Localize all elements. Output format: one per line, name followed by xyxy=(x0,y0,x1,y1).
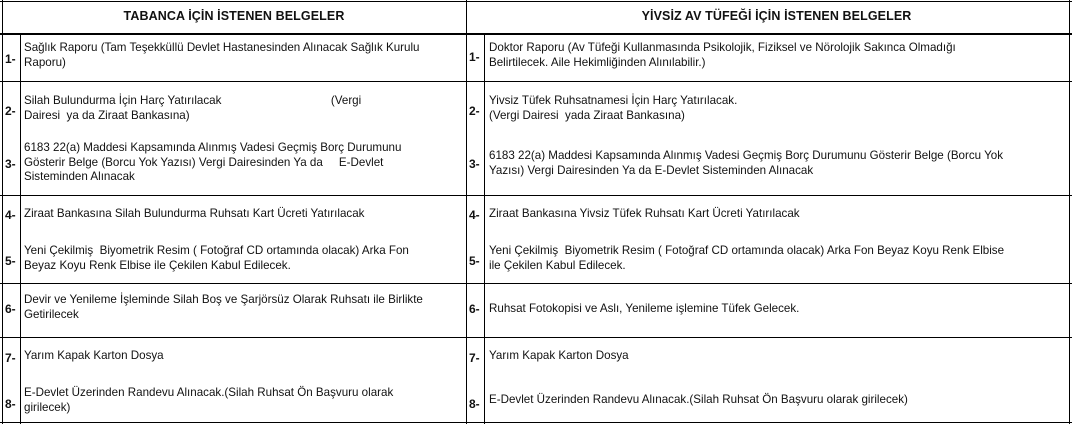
left-item-text: Ziraat Bankasına Silah Bulundurma Ruhsatı Kart Ücreti Yatırılacak xyxy=(24,207,365,220)
left-item-number: 7- xyxy=(5,351,16,365)
right-item-number: 7- xyxy=(469,351,480,365)
right-item-number: 5- xyxy=(469,254,480,268)
left-item-number: 4- xyxy=(5,208,16,222)
row-divider xyxy=(0,81,1072,82)
row-divider xyxy=(0,337,1072,338)
row-divider xyxy=(0,283,1072,284)
right-item-text: Yarım Kapak Karton Dosya xyxy=(489,349,629,362)
right-item-text: Yeni Çekilmiş Biyometrik Resim ( Fotoğraf CD ortamında olacak) Arka Fon Beyaz Koyu Renk Elbise ile Çekilen Kabul Edilecek. xyxy=(489,244,1005,272)
column-divider xyxy=(466,0,467,424)
left-item-text: 6183 22(a) Maddesi Kapsamında Alınmış Vadesi Geçmiş Borç Durumunu Gösterir Belge (Borcu Yok Yazısı) Vergi Dairesinden Ya da E-Devlet Sisteminden Alınacak xyxy=(24,141,402,184)
left-item-number: 2- xyxy=(5,104,16,118)
left-item-text: Devir ve Yenileme İşleminde Silah Boş ve Şarjörsüz Olarak Ruhsatı ile Birlikte Getirilecek xyxy=(24,293,423,321)
left-item-number: 8- xyxy=(5,397,16,411)
left-column-header: TABANCA İÇİN İSTENEN BELGELER xyxy=(123,9,345,23)
right-item-number: 8- xyxy=(469,397,480,411)
right-item-number: 6- xyxy=(469,302,480,316)
right-number-column-divider xyxy=(484,35,485,424)
left-item-text: Yarım Kapak Karton Dosya xyxy=(24,349,164,362)
left-item-number: 1- xyxy=(5,52,16,66)
row-divider xyxy=(0,195,1072,196)
table-border-right xyxy=(1069,0,1070,424)
table-border-bottom xyxy=(0,422,1072,423)
right-item-number: 1- xyxy=(469,50,480,64)
right-item-text: 6183 22(a) Maddesi Kapsamında Alınmış Vadesi Geçmiş Borç Durumunu Gösterir Belge (Borcu Yok Yazısı) Vergi Dairesinden Ya da E-Devlet Sisteminden Alınacak xyxy=(489,149,1004,177)
left-item-number: 6- xyxy=(5,302,16,316)
left-item-text: Sağlık Raporu (Tam Teşekküllü Devlet Hastanesinden Alınacak Sağlık Kurulu Raporu) xyxy=(24,41,420,69)
right-item-text: Ziraat Bankasına Yivsiz Tüfek Ruhsatı Kart Ücreti Yatırılacak xyxy=(489,207,800,220)
right-item-text: Doktor Raporu (Av Tüfeği Kullanmasında Psikolojik, Fiziksel ve Nörolojik Sakınca Olmadığı Belirtilecek. Aile Hekimliğinden Alınılabilir.) xyxy=(489,41,956,69)
right-item-text: E-Devlet Üzerinden Randevu Alınacak.(Silah Ruhsat Ön Başvuru olarak girilecek) xyxy=(489,393,908,406)
right-item-number: 3- xyxy=(469,157,480,171)
right-column-header: YİVSİZ AV TÜFEĞİ İÇİN İSTENEN BELGELER xyxy=(641,9,912,23)
left-item-text: E-Devlet Üzerinden Randevu Alınacak.(Silah Ruhsat Ön Başvuru olarak girilecek) xyxy=(24,386,394,414)
left-item-text: Silah Bulundurma İçin Harç Yatırılacak (Vergi Dairesi ya da Ziraat Bankasına) xyxy=(24,94,362,122)
header-divider xyxy=(0,33,1072,35)
table-border-left xyxy=(2,0,3,424)
table-border-top xyxy=(0,1,1072,2)
left-item-text: Yeni Çekilmiş Biyometrik Resim ( Fotoğraf CD ortamında olacak) Arka Fon Beyaz Koyu Renk Elbise ile Çekilen Kabul Edilecek. xyxy=(24,244,409,272)
left-item-number: 3- xyxy=(5,157,16,171)
right-item-text: Yivsiz Tüfek Ruhsatnamesi İçin Harç Yatırılacak. (Vergi Dairesi yada Ziraat Bankasına) xyxy=(489,94,738,122)
right-item-text: Ruhsat Fotokopisi ve Aslı, Yenileme işlemine Tüfek Gelecek. xyxy=(489,302,800,315)
left-item-number: 5- xyxy=(5,254,16,268)
right-item-number: 4- xyxy=(469,208,480,222)
left-number-column-divider xyxy=(20,35,21,424)
right-item-number: 2- xyxy=(469,104,480,118)
